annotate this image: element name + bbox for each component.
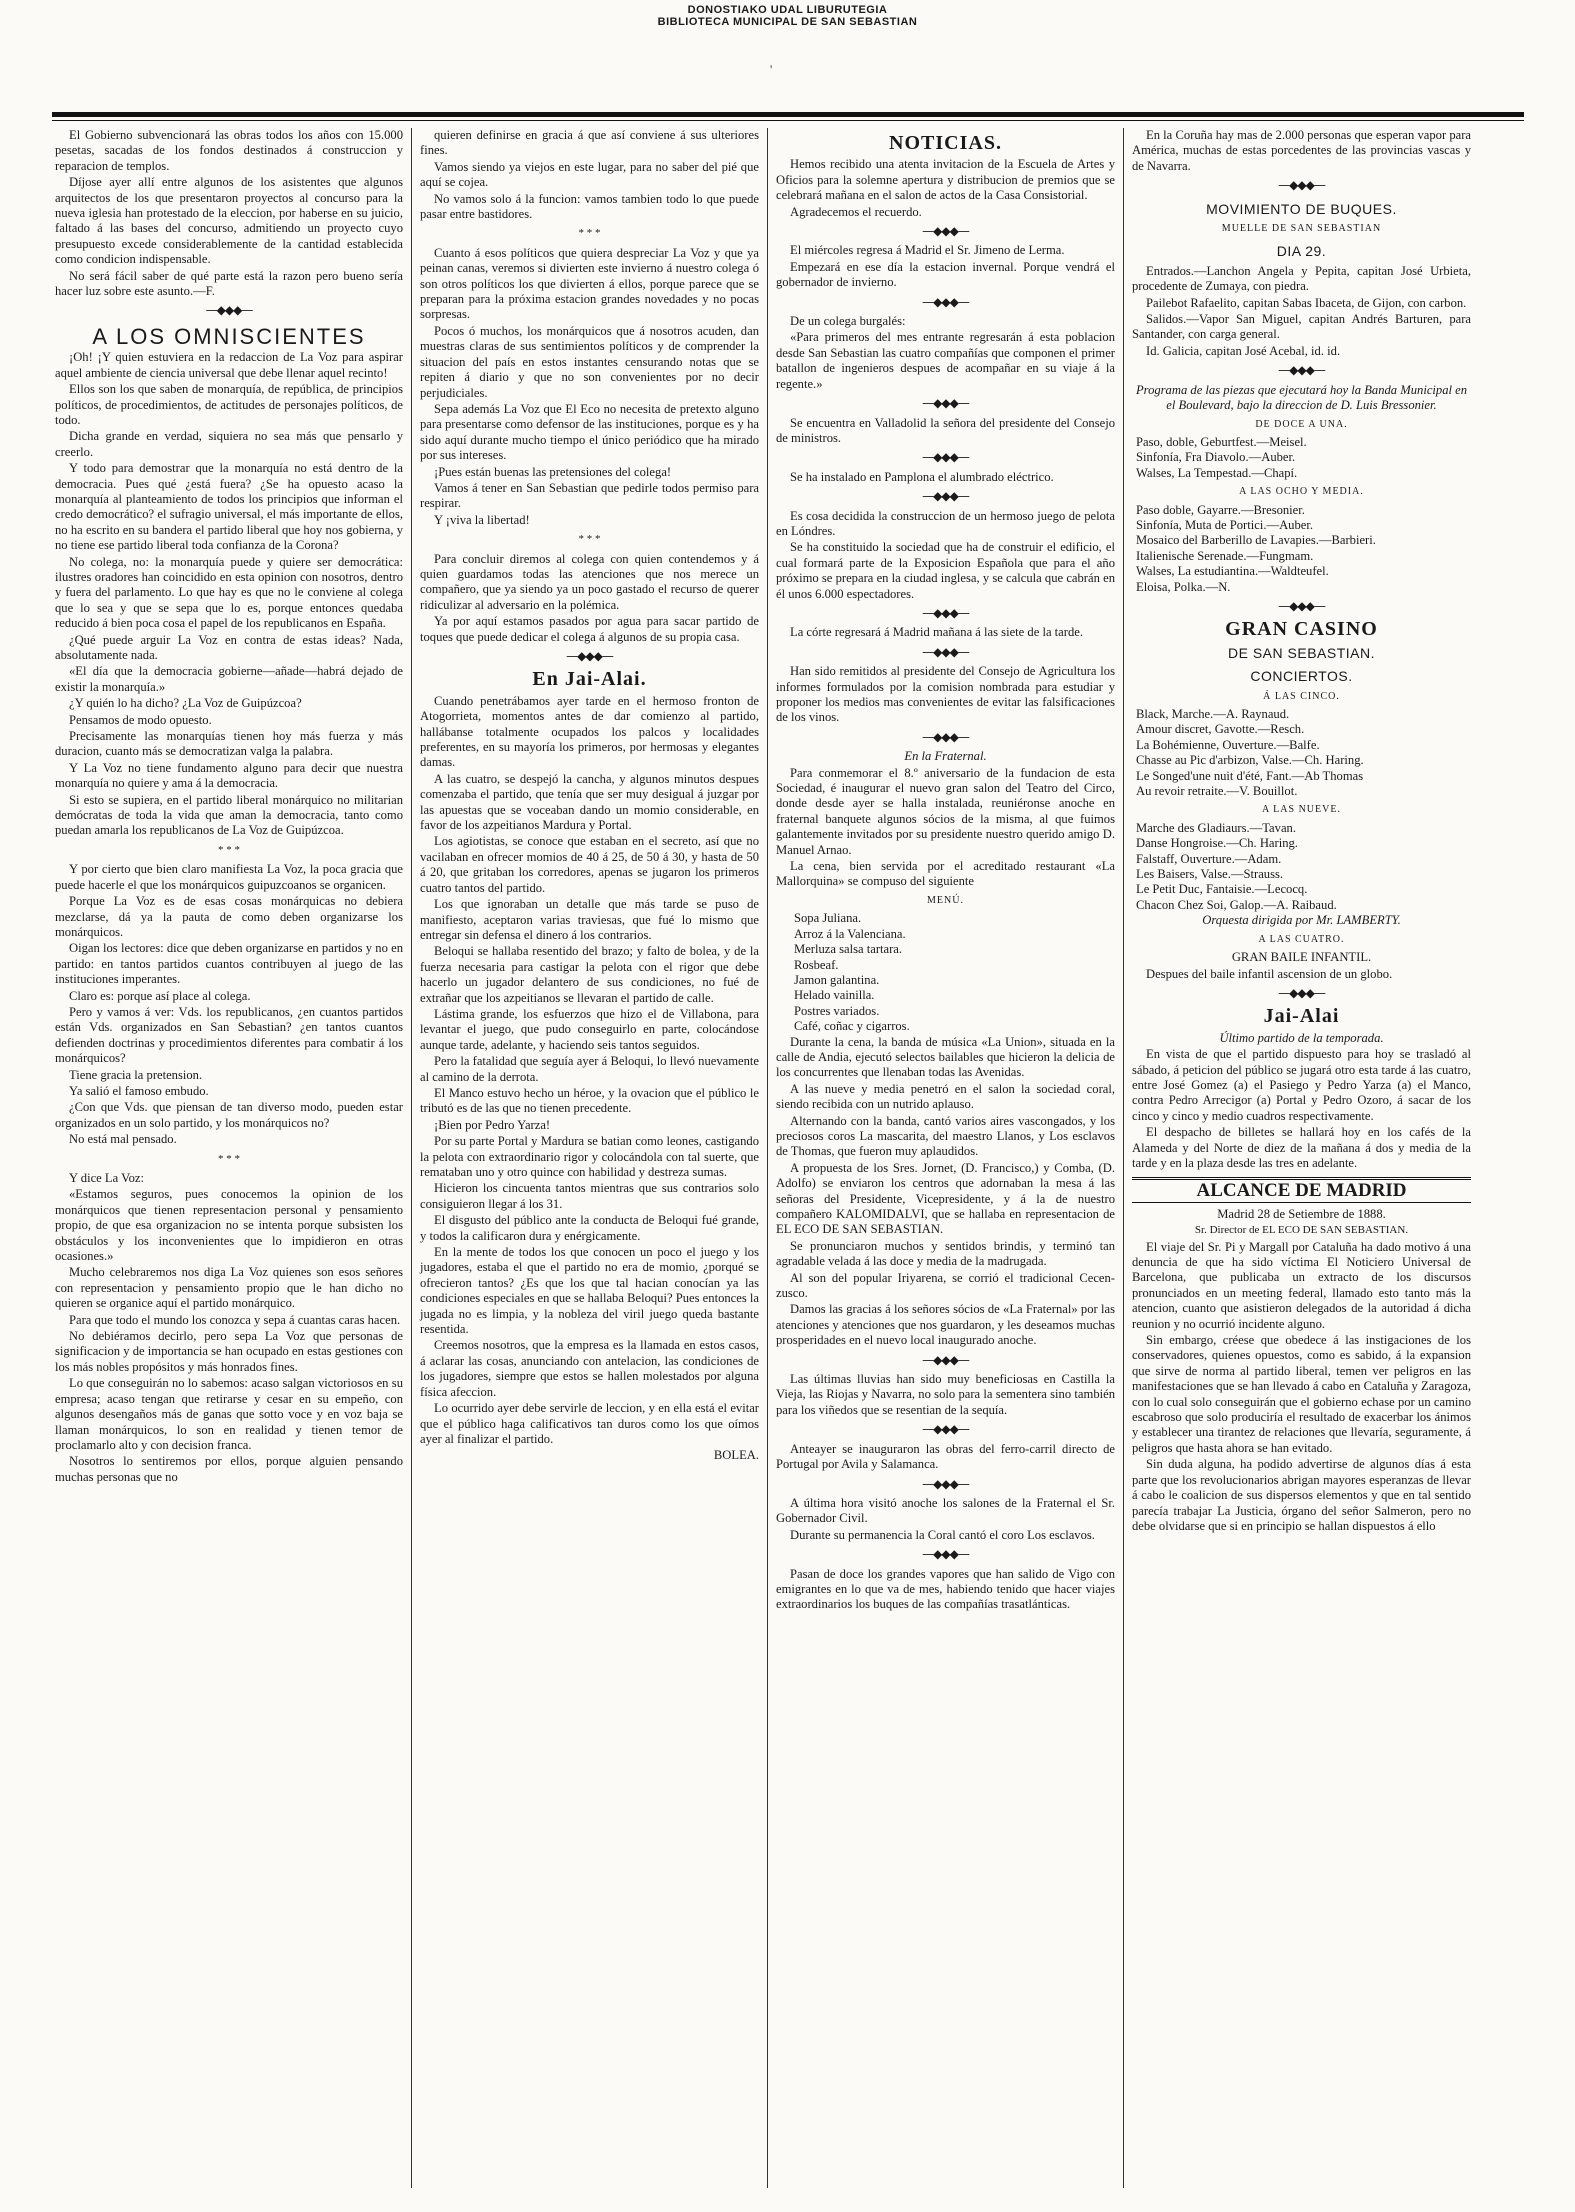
- archive-line-2: BIBLIOTECA MUNICIPAL DE SAN SEBASTIAN: [657, 16, 918, 28]
- program-item: Le Petit Duc, Fantaisie.—Lecocq.: [1136, 882, 1308, 897]
- time-label: A LAS OCHO Y MEDIA.: [1239, 486, 1364, 498]
- column-2: [411, 128, 767, 2188]
- paragraph: Sepa además La Voz que El Eco no necesita de pretexto alguno para presentarse como defensor de las instituciones, porque es y ha sido aquí durante mucho tiempo el único periódico que ha mirado por sus intereses.: [420, 401, 759, 463]
- news-item: El miércoles regresa á Madrid el Sr. Jimeno de Lerma.: [790, 243, 1065, 258]
- paragraph: ¿Y quién lo ha dicho? ¿La Voz de Guipúzcoa?: [69, 696, 302, 711]
- separator: —◆◆◆—: [922, 729, 969, 744]
- paragraph: Claro es: porque así place al colega.: [69, 988, 251, 1003]
- paragraph: Pocos ó muchos, los monárquicos que á nosotros acuden, dan muestras claras de sus sentimientos políticos y de comprender la situacion del país en estos instantes censurando notas que se repiten á diario y que no son convenientes por no decir perjudiciales.: [420, 323, 759, 400]
- news-item: Se encuentra en Valladolid la señora del presidente del Consejo de ministros.: [776, 415, 1115, 445]
- time-label: Á LAS CINCO.: [1263, 690, 1340, 702]
- separator: —◆◆◆—: [922, 224, 969, 239]
- paragraph: Y La Voz no tiene fundamento alguno para decir que nuestra monarquía no quiere y ama á la democracia.: [55, 760, 403, 791]
- paragraph: El disgusto del público ante la conducta de Beloqui fué grande, y todos la calificaron dura y enérgicamente.: [420, 1213, 759, 1243]
- news-item: De un colega burgalés:: [790, 314, 906, 329]
- ship-entry: Entrados.—Lanchon Angela y Pepita, capitan José Urbieta, procedente de Zumaya, con piedra.: [1132, 263, 1471, 294]
- paragraph: Durante la cena, la banda de música «La Union», situada en la calle de Andia, ejecutó selectos bailables que hicieron la delicia de los concurrentes que llenaban todas las Avenidas.: [776, 1034, 1115, 1080]
- paragraph: Se pronunciaron muchos y sentidos brindis, y terminó tan agradable velada á las doce y media de la madrugada.: [776, 1238, 1115, 1269]
- separator: —◆◆◆—: [922, 605, 969, 620]
- program-item: Amour discret, Gavotte.—Resch.: [1136, 722, 1305, 737]
- program-item: Italienische Serenade.—Fungmam.: [1136, 548, 1314, 563]
- col1-intro: [55, 128, 403, 299]
- menu-item: Merluza salsa tartara.: [794, 942, 903, 957]
- paragraph: Ya salió el famoso embudo.: [69, 1083, 209, 1098]
- menu-label: MENÚ.: [927, 894, 964, 906]
- separator: —◆◆◆—: [566, 649, 613, 663]
- separator: —◆◆◆—: [1278, 363, 1325, 378]
- section-title-alcance: ALCANCE DE MADRID: [1132, 1177, 1471, 1202]
- time-label: A LAS NUEVE.: [1262, 804, 1341, 816]
- archive-stamp: [0, 4, 1575, 28]
- separator: —◆◆◆—: [922, 396, 969, 411]
- article-title-omniscientes: A LOS OMNISCIENTES: [92, 323, 366, 349]
- program-list: [1132, 707, 1471, 799]
- paragraph: Damos las gracias á los señores sócios de «La Fraternal» por las atenciones y atenciones que nos guardaron, y les deseamos muchas prosperidades en el nuevo local inaugurado anoche.: [776, 1302, 1115, 1348]
- article-title-jai-alai: En Jai-Alai.: [532, 668, 647, 691]
- program-item: Chacon Chez Soi, Galop.—A. Raibaud.: [1136, 897, 1337, 912]
- column-1: [55, 128, 411, 2188]
- program-item: Sinfonía, Fra Diavolo.—Auber.: [1136, 450, 1296, 465]
- stars-separator: * * *: [578, 533, 601, 546]
- paragraph: Oigan los lectores: dice que deben organizarse en partidos y no en partido: en tantos partidos cuantos contribuyen al juego de las instituciones imperantes.: [55, 941, 403, 987]
- ship-entry: Pailebot Rafaelito, capitan Sabas Ibaceta, de Gijon, con carbon.: [1146, 295, 1467, 310]
- paragraph: quieren definirse en gracia á que así conviene á sus ulteriores fines.: [420, 128, 759, 158]
- menu-item: Café, coñac y cigarros.: [794, 1019, 910, 1034]
- paragraph: ¡Bien por Pedro Yarza!: [434, 1117, 551, 1132]
- paragraph: Precisamente las monarquías tienen hoy más fuerza y más duracion, cuanto más se democratizan valga la palabra.: [55, 729, 403, 759]
- news-item: Empezará en ese día la estacion invernal. Porque vendrá el gobernador de invierno.: [776, 259, 1115, 290]
- menu-item: Rosbeaf.: [794, 957, 839, 972]
- separator: —◆◆◆—: [922, 1476, 969, 1491]
- paragraph: Porque La Voz es de esas cosas monárquicas no debiera mezclarse, dá ya la pauta de como deben organizarse los monárquicos.: [55, 894, 403, 939]
- program-item: Chasse au Pic d'arbizon, Valse.—Ch. Haring.: [1136, 753, 1364, 768]
- conciertos-label: CONCIERTOS.: [1250, 668, 1353, 685]
- paragraph: Y por cierto que bien claro manifiesta La Voz, la poca gracia que puede hacerle el que los monárquicos guipuzcoanos se organicen.: [55, 862, 403, 892]
- dia-label: DIA 29.: [1276, 243, 1327, 260]
- paragraph: A propuesta de los Sres. Jornet, (D. Francisco,) y Comba, (D. Adolfo) se enviaron los centros que adornaban la mesa á las señoras del Presidente, Vicepresidente, y á la de nuestro compañero KALOMIDALVI, que se hallaba en representacion de EL ECO DE SAN SEBASTIAN.: [776, 1160, 1115, 1237]
- paragraph: No está mal pensado.: [69, 1132, 177, 1147]
- news-item: Se ha instalado en Pamplona el alumbrado eléctrico.: [790, 469, 1054, 484]
- program-item: Walses, La Tempestad.—Chapí.: [1136, 465, 1298, 480]
- paragraph: En la mente de todos los que conocen un poco el juego y los jugadores, estaba el que el partido no era de momio, ¿porqué se ofrecieron tantos? ¿Es que los que tal hacian conocían ya las condiciones especiales en que se hallaba Beloqui? Pues entonces la jugada no es limpia, y la nobleza del viril juego queda bastante resentida.: [420, 1245, 759, 1337]
- paragraph: Los que ignoraban un detalle que más tarde se puso de manifiesto, aceptaron varias traviesas, que fué lo mismo que entregar sin defensa el dinero á los contrarios.: [420, 897, 759, 942]
- section-title-casino: GRAN CASINO: [1225, 618, 1378, 641]
- news-item: Anteayer se inauguraron las obras del ferro-carril directo de Portugal por Avila y Salamanca.: [776, 1441, 1115, 1472]
- programa-heading: Programa de las piezas que ejecutará hoy la Banda Municipal en el Boulevard, bajo la direccion de D. Luis Bressonier.: [1135, 382, 1468, 413]
- program-item: Au revoir retraite.—V. Bouillot.: [1136, 784, 1298, 799]
- paragraph: Dicha grande en verdad, siquiera no sea más que pensarlo y creerlo.: [55, 429, 403, 459]
- time-label: DE DOCE A UNA.: [1255, 418, 1348, 430]
- separator: —◆◆◆—: [922, 1422, 969, 1437]
- ship-entry: Salidos.—Vapor San Miguel, capitan Andrés Barturen, para Santander, con carga general.: [1132, 312, 1471, 342]
- separator: —◆◆◆—: [922, 1547, 969, 1562]
- menu-item: Arroz á la Valenciana.: [794, 926, 906, 941]
- separator: —◆◆◆—: [922, 1352, 969, 1367]
- program-item: Mosaico del Barberillo de Lavapies.—Barbieri.: [1136, 533, 1376, 548]
- ship-entry: Id. Galicia, capitan José Acebal, id. id.: [1146, 343, 1341, 358]
- paragraph: Mucho celebraremos nos diga La Voz quienes son esos señores con representacion y pensamiento propio que le han dicho no quieren se organice aquí el partido monárquico.: [55, 1265, 403, 1311]
- paragraph: «Estamos seguros, pues conocemos la opinion de los monárquicos que tienen representacion personal y pensamiento propio, de que esa organizacion no se intenta porque subsisten los obstáculos y los inconvenientes que lo impidieron en otras ocasiones.»: [55, 1187, 403, 1264]
- paragraph: La cena, bien servida por el acreditado restaurant «La Mallorquina» se compuso del siguiente: [776, 859, 1115, 889]
- menu-item: Helado vainilla.: [794, 988, 875, 1003]
- paragraph: Y todo para demostrar que la monarquía no está dentro de la democracia. Pues qué ¿está fuera? ¿Se ha opuesto acaso la monarquía al planteamiento de todos los principios que informan el credo democrático? el sufragio universal, el más importante de ellos, no ha escrito en su bandera el partido liberal que hoy nos gobierna, y no tiene ese partido liberal toda confianza de la Corona?: [55, 461, 403, 553]
- paragraph: En vista de que el partido dispuesto para hoy se trasladó al sábado, á peticion del público se jugará otro esta tarde á las cuatro, entre José Gomez (a) el Pasiego y Pedro Yarza (a) el Manco, contra Pedro Arrecigor (a) Portal y Pedro Ozoro, á sacar de los cinco y cinco y medio cuadros respectivamente.: [1132, 1047, 1471, 1123]
- paragraph: No debiéramos decirlo, pero sepa La Voz que personas de significacion y de importancia se han ocupado en estas gestiones con los más nobles propósitos y más honrados fines.: [55, 1329, 403, 1374]
- paragraph: Pero la fatalidad que seguía ayer á Beloqui, lo llevó nuevamente al camino de la derrota.: [420, 1054, 759, 1084]
- paragraph: ¡Oh! ¡Y quien estuviera en la redaccion de La Voz para aspirar aquel ambiente de ciencia universal que debe llenar aquel recinto!: [55, 350, 403, 380]
- baile-line: GRAN BAILE INFANTIL.: [1231, 950, 1372, 965]
- jai-alai-subtitle: Último partido de la temporada.: [1219, 1030, 1384, 1045]
- news-item: Se ha constituido la sociedad que ha de construir el edificio, el cual formará parte de la Exposicion Española que para el año próximo se prepara en la ciudad inglesa, y se calcula que cabrán en él unos 6.000 espectadores.: [776, 540, 1115, 601]
- paragraph: Tiene gracia la pretension.: [69, 1067, 203, 1082]
- columns: [55, 128, 1525, 2188]
- paragraph: Cuando penetrábamos ayer tarde en el hermoso fronton de Atogorrieta, momentos antes de dar comienzo al partido, hallábanse totalmente ocupados los palcos y localidades preferentes, en su mayoría los primeros, por hermosas y elegantes damas.: [420, 693, 759, 770]
- menu-item: Sopa Juliana.: [794, 911, 862, 926]
- paragraph: ¿Con que Vds. que piensan de tan diverso modo, pueden estar organizados en un solo partido, y los monárquicos no?: [55, 1100, 403, 1130]
- paragraph: Para concluir diremos al colega con quien contendemos y á quien guardamos todas las atenciones que nos merece un compañero, que ya siendo ya un poco gastado el recurso de querer ridiculizar al adversario en la polémica.: [420, 551, 759, 612]
- section-title-noticias: NOTICIAS.: [889, 132, 1002, 154]
- paragraph: Y dice La Voz:: [69, 1171, 144, 1185]
- paragraph: Al son del popular Iriyarena, se corrió el tradicional Cecen-zusco.: [776, 1270, 1115, 1301]
- paragraph: Lástima grande, los esfuerzos que hizo el de Villabona, para levantar el juego, que pudo conseguirlo en parte, colocándose aunque tarde, adelante, y haciendo seis tantos seguidos.: [420, 1006, 759, 1052]
- paragraph: No será fácil saber de qué parte está la razon pero bueno sería hacer luz sobre este asunto.—F.: [55, 268, 403, 299]
- separator: —◆◆◆—: [922, 644, 969, 659]
- page-mark: ': [770, 62, 773, 76]
- program-item: Le Songed'une nuit d'été, Fant.—Ab Thomas: [1136, 768, 1364, 783]
- paragraph: Cuanto á esos políticos que quiera despreciar La Voz y que ya peinan canas, veremos si divierten este invierno á nuestro colega ó son otros políticos los que divierten á ellos, porque parece que se preparan para la próxima estacion grandes novedades y no pocas sorpresas.: [420, 245, 759, 322]
- news-item: «Para primeros del mes entrante regresarán á esta poblacion desde San Sebastian las cuatro compañías que componen el primer batallon de ingenieros despues de acompañar en su viaje á la regente.»: [776, 330, 1115, 391]
- paragraph: ¿Qué puede arguir La Voz en contra de estas ideas? Nada, absolutamente nada.: [55, 632, 403, 662]
- col1-body: [55, 350, 403, 839]
- paragraph: A las cuatro, se despejó la cancha, y algunos minutos despues comenzaba el partido, que tenía que ser muy desigual á juzgar por las apuestas que se voceaban dando un momio considerable, en favor de los azpeitianos Mardura y Portal.: [420, 771, 759, 833]
- paragraph: Pero y vamos á ver: Vds. los republicanos, ¿en cuantos partidos están Vds. organizados en San Sebastian? ¿en tantos cuantos defienden doctrinas y procedimientos diferentes para combatir á los monárquicos?: [55, 1004, 403, 1066]
- paragraph: ¡Pues están buenas las pretensiones del colega!: [434, 464, 672, 479]
- casino-subtitle: DE SAN SEBASTIAN.: [1228, 644, 1375, 661]
- program-item: La Bohémienne, Ouverture.—Balfe.: [1136, 737, 1320, 752]
- archive-line-1: DONOSTIAKO UDAL LIBURUTEGIA: [687, 4, 888, 16]
- separator: —◆◆◆—: [922, 489, 969, 504]
- news-item: La córte regresará á Madrid mañana á las siete de la tarde.: [790, 625, 1083, 640]
- paragraph: Para conmemorar el 8.º aniversario de la fundacion de esta Sociedad, é inaugurar el nuevo gran salon del Teatro del Circo, donde desde ayer se halla instalada, reuniéronse anoche en fraternal banquete algunos sócios de la misma, al que fuimos galantemente invitados por su presidente nuestro querido amigo D. Manuel Arnao.: [776, 765, 1115, 857]
- paragraph: El Manco estuvo hecho un héroe, y la ovacion que el público le tributó es de las que no tienen precedente.: [420, 1085, 759, 1116]
- news-item: Las últimas lluvias han sido muy beneficiosas en Castilla la Vieja, las Riojas y Navarra, no solo para la sementera sino también para los viñedos que se resentian de la sequía.: [776, 1372, 1115, 1417]
- news-item: A última hora visitó anoche los salones de la Fraternal el Sr. Gobernador Civil.: [776, 1495, 1115, 1526]
- paragraph: Vamos siendo ya viejos en este lugar, para no saber del pié que aquí se cojea.: [420, 159, 759, 190]
- paragraph: Lo ocurrido ayer debe servirle de leccion, y en ella está el evitar que el público haga calificativos tan duros como los que oímos ayer al finalizar el partido.: [420, 1401, 759, 1446]
- paragraph: Ya por aquí estamos pasados por agua para sacar partido de toques que puede dedicar el colega á algunos de su propia casa.: [420, 614, 759, 644]
- paragraph: El despacho de billetes se hallará hoy en los cafés de la Alameda y del Norte de diez de la mañana á dos y media de la tarde y en la plaza desde las tres en adelante.: [1132, 1125, 1471, 1170]
- program-item: Paso, doble, Geburtfest.—Meisel.: [1136, 434, 1307, 449]
- paragraph: A las nueve y media penetró en el salon la sociedad coral, siendo recibida con un nutrido aplauso.: [776, 1081, 1115, 1112]
- paragraph: Sin embargo, créese que obedece á las instigaciones de los conservadores, quienes opuestos, como es sabido, á la expansion que sirve de norma al partido liberal, temen ver peligros en las manifestaciones que se han llevado á cabo en Cataluña y Zaragoza, con lo cual solo conseguirán que el gobierno echase por un camino escabroso que solo produciría el resultado de exacerbar los ánimos y establecer una tirantez de relaciones que llevaría, seguramente, á peligros que hasta ahora se han evitado.: [1132, 1333, 1471, 1455]
- signature: BOLEA.: [713, 1448, 759, 1463]
- separator: —◆◆◆—: [922, 294, 969, 309]
- paragraph: Ellos son los que saben de monarquía, de república, de principios políticos, de procedimientos, de actitudes de personajes políticos, de todo.: [55, 382, 403, 427]
- orquesta-line: Orquesta dirigida por Mr. LAMBERTY.: [1202, 913, 1401, 928]
- alcance-recipient: Sr. Director de EL ECO DE SAN SEBASTIAN.: [1194, 1224, 1409, 1237]
- col1-body2: [55, 862, 403, 1147]
- program-item: Black, Marche.—A. Raynaud.: [1136, 707, 1290, 721]
- column-4: [1123, 128, 1479, 2188]
- program-list: [1132, 503, 1471, 595]
- news-item: Es cosa decidida la construccion de un hermoso juego de pelota en Lóndres.: [776, 508, 1115, 538]
- paragraph: Despues del baile infantil ascension de un globo.: [1146, 966, 1393, 981]
- paragraph: Si esto se supiera, en el partido liberal monárquico no militarian demócratas de toda la vida que aman la democracia, tanto como puedan amarla los republicanos de La Voz de Guipúzcoa.: [55, 792, 403, 838]
- paragraph: No colega, no: la monarquía puede y quiere ser democrática: ilustres oradores han coincidido en esta opinion con nosotros, dentro y fuera del parlamento. Lo que hay es que no le conviene al colega que lo sea y que se sepa que lo es, porque entonces quedaba reducido á bien poca cosa el papel de los republicanos en España.: [55, 554, 403, 631]
- menu-item: Jamon galantina.: [794, 972, 880, 987]
- news-item: Hemos recibido una atenta invitacion de la Escuela de Artes y Oficios para la solemne apertura y distribucion de premios que se celebrará mañana en el salon de actos de la Casa Consistorial.: [776, 157, 1115, 203]
- paragraph: No vamos solo á la funcion: vamos tambien todo lo que puede pasar entre bastidores.: [420, 191, 759, 222]
- section-title-jai-alai: Jai-Alai: [1263, 1005, 1340, 1028]
- paragraph: Creemos nosotros, que la empresa es la llamada en estos casos, á aclarar las cosas, anunciando con antelacion, las condiciones de los jugadores, siempre que estos se hallen molestados por alguna física afeccion.: [420, 1338, 759, 1399]
- paragraph: En la Coruña hay mas de 2.000 personas que esperan vapor para América, muchas de estas porcedentes de las provincias vascas y de Navarra.: [1132, 128, 1471, 173]
- separator: —◆◆◆—: [1278, 598, 1325, 613]
- subhead-fraternal: En la Fraternal.: [904, 749, 987, 764]
- program-item: Falstaff, Ouverture.—Adam.: [1136, 851, 1282, 866]
- paragraph: Para que todo el mundo los conozca y sepa á cuantas caras hacen.: [69, 1312, 401, 1327]
- paragraph: Y ¡viva la libertad!: [434, 512, 530, 527]
- program-item: Walses, La estudiantina.—Waldteufel.: [1136, 564, 1329, 579]
- paragraph: El viaje del Sr. Pi y Margall por Cataluña ha dado motivo á una denuncia de que ha sido víctima El Noticiero Universal de Barcelona, que publicaba un extracto de los discursos pronunciados en un meeting federal, llamado esto tanto más la atencion, cuanto que asistieron delegados de la autoridad á dicha reunion y no ocurrió incidente alguno.: [1132, 1239, 1471, 1331]
- program-item: Danse Hongroise.—Ch. Haring.: [1136, 836, 1298, 851]
- paragraph: Beloqui se hallaba resentido del brazo; y falto de bolea, y de la fuerza necesaria para castigar la pelota con el rigor que debe hacerlo un jugador delantero de sus condiciones, no fué de extrañar que los azpeitianos se llevaran el partido de calle.: [420, 944, 759, 1005]
- separator: —◆◆◆—: [1278, 985, 1325, 1000]
- separator: —◆◆◆—: [922, 450, 969, 465]
- paragraph: Díjose ayer allí entre algunos de los asistentes que algunos arquitectos de los que presentaron proyectos al concurso para la nueva iglesia han protestado de la eleccion, por haberse en su juicio, faltado á las bases del concurso, admitiendo un proyecto cuyo presupuesto excede considerablemente de la cantidad establecida como condicion indispensable.: [55, 175, 403, 267]
- program-item: Marche des Gladiaurs.—Tavan.: [1136, 820, 1296, 835]
- news-item: Pasan de doce los grandes vapores que han salido de Vigo con emigrantes en lo que va de mes, habiendo tenido que hacer viajes extraordinarios los buques de las compañías trasatlánticas.: [776, 1566, 1115, 1612]
- menu-list: [776, 911, 1115, 1034]
- paragraph: Lo que conseguirán no lo sabemos: acaso salgan victoriosos en su empresa; acaso tengan que retirarse y cesar en su empeño, con algunos desengaños más de ganas que sotto voce y en voz baja se llaman monárquicos, lo son en realidad y tienen temor de proclamarlo alto y con decision franca.: [55, 1376, 403, 1452]
- paragraph: «El día que la democracia gobierne—añade—habrá dejado de existir la monarquía.»: [55, 664, 403, 694]
- paragraph: Sin duda alguna, ha podido advertirse de algunos días á esta parte que los revolucionarios abrigan mayores esperanzas de llevar á cabo le coalicion de sus dispersos elementos y que en tal sentido parecía trabajar La Justicia, órgano del señor Salmeron, pero no debe olvidarse que si en principio se hallan dispuestos á ello: [1132, 1457, 1471, 1533]
- program-list: [1132, 435, 1471, 481]
- top-rule: [52, 112, 1524, 117]
- stars-separator: * * *: [578, 227, 601, 240]
- paragraph: Alternando con la banda, cantó varios aires vascongados, y los preciosos coros La mascarita, del maestro Llanos, y Los esclavos de Thomas, que fueron muy aplaudidos.: [776, 1113, 1115, 1159]
- program-item: Sinfonía, Muta de Portici.—Auber.: [1136, 517, 1313, 532]
- stars-separator: * * *: [218, 843, 240, 856]
- paragraph: Por su parte Portal y Mardura se batian como leones, castigando la pelota con extraordinario rigor y colocándola con tal suerte, que remataban uno y otro quince con habilidad y destreza sumas.: [420, 1134, 759, 1179]
- col1-body3: [55, 1171, 403, 1485]
- paragraph: Vamos á tener en San Sebastian que pedirle todos permiso para respirar.: [420, 480, 759, 511]
- muelle-label: MUELLE DE SAN SEBASTIAN: [1221, 223, 1382, 235]
- news-item: Durante su permanencia la Coral cantó el coro Los esclavos.: [790, 1527, 1095, 1542]
- paragraph: El Gobierno subvencionará las obras todos los años con 15.000 pesetas, sacadas de los fondos destinados á construccion y reparacion de templos.: [55, 128, 403, 173]
- program-list: [1132, 821, 1471, 913]
- news-item: Agradecemos el recuerdo.: [790, 204, 922, 219]
- news-item: Han sido remitidos al presidente del Consejo de Agricultura los informes formulados por la comision nombrada para estudiar y proponer los medios mas convenientes de evitar las falsificaciones de los vinos.: [776, 664, 1115, 725]
- paragraph: Nosotros lo sentiremos por ellos, porque alguien pensando muchas personas que no: [55, 1454, 403, 1484]
- paragraph: Hicieron los cincuenta tantos mientras que sus contrarios solo consiguieron llegar á los 31.: [420, 1181, 759, 1211]
- separator: —◆◆◆—: [1278, 178, 1325, 193]
- paragraph: Pensamos de modo opuesto.: [69, 712, 212, 727]
- program-item: Eloisa, Polka.—N.: [1136, 579, 1231, 594]
- top-rule-thin: [52, 120, 1524, 121]
- program-item: Paso doble, Gayarre.—Bresonier.: [1136, 502, 1305, 517]
- section-title-buques: MOVIMIENTO DE BUQUES.: [1206, 200, 1397, 217]
- paragraph: Los agiotistas, se conoce que estaban en el secreto, así que no vacilaban en ofrecer momios de 40 á 25, de 50 á 30, y hasta de 50 á 20, que gritaban los corredores, apenas se jugaron los primeros cuatro tantos del partido.: [420, 834, 759, 895]
- alcance-date: Madrid 28 de Setiembre de 1888.: [1217, 1206, 1386, 1221]
- time-label: A LAS CUATRO.: [1258, 933, 1345, 945]
- stars-separator: * * *: [218, 1152, 240, 1165]
- menu-item: Postres variados.: [794, 1003, 880, 1018]
- separator: —◆◆◆—: [205, 303, 253, 318]
- program-item: Les Baisers, Valse.—Strauss.: [1136, 867, 1284, 882]
- column-3: [767, 128, 1123, 2188]
